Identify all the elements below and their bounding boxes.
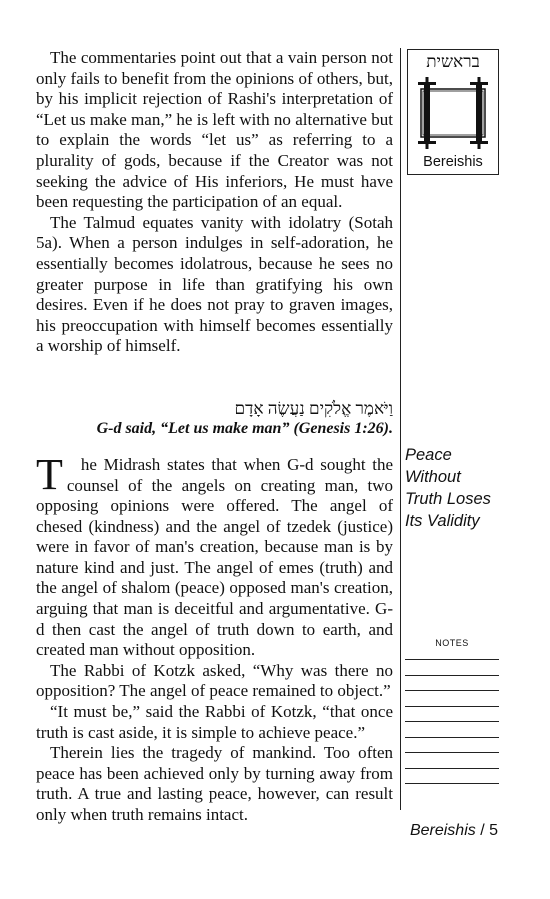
notes-title: NOTES <box>435 638 469 648</box>
notes-line <box>405 659 499 660</box>
torah-scroll-icon <box>416 77 490 149</box>
verse-english: G-d said, “Let us make man” (Genesis 1:26). <box>96 419 393 437</box>
book-label-box <box>407 49 499 175</box>
paragraph-midrash <box>36 449 393 661</box>
notes-area <box>405 638 499 799</box>
main-column <box>36 48 393 826</box>
notes-line <box>405 768 499 769</box>
verse-heading <box>36 399 393 439</box>
notes-line <box>405 721 499 722</box>
paragraph-talmud: The Talmud equates vanity with idolatry (Sotah 5a). When a person indulges in self-adoration, he essentially becomes idolatrous, because he sees no greater purpose in life than gratifying his own desires. Even if he does not pray to graven images, his preoccupation with himself becomes essentially a worship of himself. <box>36 212 393 356</box>
story-section <box>36 449 393 826</box>
verse-hebrew: וַיֹּאמֶר אֱלֹקִים נַעֲשֶׂה אָדָם <box>234 398 393 418</box>
column-divider <box>400 48 401 810</box>
side-heading <box>405 444 491 532</box>
midrash-text: he Midrash states that when G-d sought the counsel of the angels on creating man, two opposing opinions were offered. The angel of chesed (kindness) and the angel of tzedek (justice) were in favor of man's creation, because man is by nature kind and just. The angel of emes (truth) and the angel of shalom (peace) opposed man's creation, arguing that man is deceitful and argumentative. G-d then cast the angel of truth down to earth, and created man without opposition. <box>36 454 393 660</box>
notes-line <box>405 690 499 691</box>
book-hebrew-title: בראשית <box>426 52 480 71</box>
footer-separator: / <box>475 822 490 839</box>
notes-line <box>405 737 499 738</box>
paragraph-conclusion: Therein lies the tragedy of mankind. Too often peace has been achieved only by turning away from truth. A true and lasting peace, however, can result only when truth remains intact. <box>36 743 393 824</box>
notes-line <box>405 675 499 676</box>
side-heading-line: Peace <box>405 446 452 464</box>
paragraph-kotzk-question: The Rabbi of Kotzk asked, “Why was there no opposition? The angel of peace remained to object.” <box>36 660 393 701</box>
notes-line <box>405 706 499 707</box>
side-heading-line: Its Validity <box>405 512 480 530</box>
paragraph-kotzk-answer: “It must be,” said the Rabbi of Kotzk, “that once truth is cast aside, it is simple to achieve peace.” <box>36 702 393 742</box>
page-number: 5 <box>489 822 498 839</box>
notes-line <box>405 783 499 784</box>
paragraph-commentaries: The commentaries point out that a vain person not only fails to benefit from the opinions of others, but, by his implicit rejection of Rashi's interpretation of “Let us make man,” he is left with no alternative but to explain the words “let us” as referring to a plurality of gods, because if the Creator was not seeking the advice of His inferiors, He must have been requesting the participation of an equal. <box>36 48 393 212</box>
footer-book-name: Bereishis <box>409 822 476 839</box>
drop-cap: T <box>36 449 63 499</box>
book-english-title: Bereishis <box>423 154 483 170</box>
notes-line <box>405 752 499 753</box>
page-footer <box>410 822 498 840</box>
side-heading-line: Truth Loses <box>405 490 491 508</box>
side-heading-line: Without <box>405 468 461 486</box>
